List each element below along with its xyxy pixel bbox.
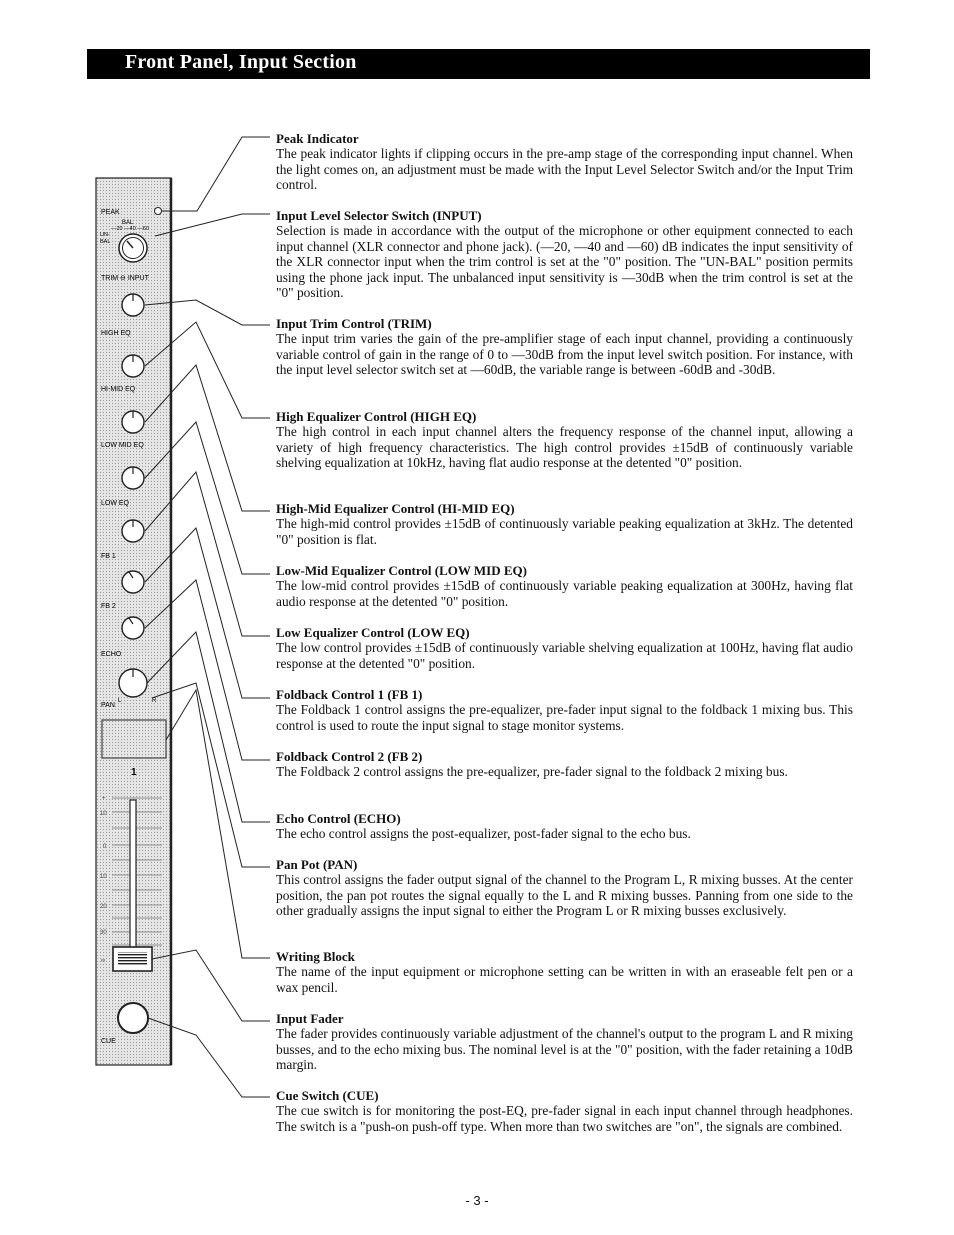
fader-scale-mark: 30 bbox=[100, 930, 107, 936]
entry-title: Echo Control (ECHO) bbox=[276, 811, 401, 826]
pan-l-label: L bbox=[118, 698, 122, 704]
echo-label: ECHO bbox=[101, 651, 122, 658]
fader-track bbox=[130, 800, 136, 965]
peak-label: PEAK bbox=[101, 209, 120, 216]
entry-body: This control assigns the fader output signal of the channel to the Program L, R mixing busses. At the center position, the pan pot routes the signal equally to the L and R mixing busses. Panning from one side to the other gradually assigns the input signal to either the Program L or R mixing busses exclusively. bbox=[276, 872, 853, 919]
entry-title: Peak Indicator bbox=[276, 131, 359, 146]
page-number: - 3 - bbox=[465, 1193, 489, 1208]
hi-mid-eq-label: HI-MID EQ bbox=[101, 386, 136, 393]
fader-scale-mark: 10 bbox=[100, 811, 107, 817]
fb1-knob-icon bbox=[122, 571, 144, 593]
entry-body: The high control in each input channel alters the frequency response of the channel input, allowing a variety of high frequency characteristics. The high control provides ±15dB of continuously variable shelving equalization at 10kHz, having flat audio response at the detented "0" position. bbox=[276, 424, 853, 471]
pan-r-label: R bbox=[152, 698, 157, 704]
section-title: Front Panel, Input Section bbox=[125, 51, 357, 73]
entry-body: The input trim varies the gain of the pre-amplifier stage of each input channel, providing a continuously variable control of gain in the range of 0 to —30dB from the input level switch position. For instance, with the input level selector switch set at —60dB, the variable range is between -60dB and -30dB. bbox=[276, 331, 853, 378]
entry-body: The Foldback 1 control assigns the pre-equalizer, pre-fader input signal to the foldback 1 mixing bus. This control is used to route the input signal to stage monitor systems. bbox=[276, 702, 853, 733]
high-eq-label: HIGH EQ bbox=[101, 330, 131, 337]
writing-block bbox=[102, 720, 166, 758]
entry-body: The low control provides ±15dB of continuously variable shelving equalization at 100Hz, having flat audio response at the detented "0" position. bbox=[276, 640, 853, 671]
entry-title: Low Equalizer Control (LOW EQ) bbox=[276, 625, 470, 640]
entry-fb1 bbox=[276, 687, 853, 733]
bal-label: BAL bbox=[122, 220, 134, 226]
entry-peak-indicator bbox=[276, 131, 853, 193]
entry-body: The echo control assigns the post-equalizer, post-fader signal to the echo bus. bbox=[276, 826, 691, 842]
entry-fb2 bbox=[276, 749, 853, 780]
entry-body: Selection is made in accordance with the output of the microphone or other equipment connected to each input channel (XLR connector and phone jack). (—20, —40 and —60) dB indicates the input sensitivity of the XLR connector input when the trim control is set at the "0" position. The "UN-BAL" position permits using the phone jack input. The unbalanced input sensitivity is —30dB when the trim control is set at the "0" position. bbox=[276, 223, 853, 301]
unbal-label-2: BAL bbox=[100, 239, 111, 245]
entry-body: The Foldback 2 control assigns the pre-equalizer, pre-fader signal to the foldback 2 mixing bus. bbox=[276, 764, 788, 780]
cue-label: CUE bbox=[101, 1038, 116, 1045]
entry-high-eq bbox=[276, 409, 853, 471]
trim-input-label: TRIM ⊖ INPUT bbox=[101, 275, 149, 282]
fb2-knob-icon bbox=[122, 617, 144, 639]
entry-body: The low-mid control provides ±15dB of continuously variable peaking equalization at 300Hz, having flat audio response at the detented "0" position. bbox=[276, 578, 853, 609]
entry-title: Foldback Control 2 (FB 2) bbox=[276, 749, 423, 764]
pan-label: PAN bbox=[101, 702, 115, 709]
entry-title: Low-Mid Equalizer Control (LOW MID EQ) bbox=[276, 563, 527, 578]
entry-title: High-Mid Equalizer Control (HI-MID EQ) bbox=[276, 501, 515, 516]
entry-body: The fader provides continuously variable adjustment of the channel's output to the program L and R mixing busses, and to the echo mixing bus. The nominal level is at the "0" position, with the fader retaining a 10dB margin. bbox=[276, 1026, 853, 1073]
entry-hi-mid-eq bbox=[276, 501, 853, 547]
entry-body: The name of the input equipment or microphone setting can be written in with an eraseable felt pen or a wax pencil. bbox=[276, 964, 853, 995]
channel-number-label: 1 bbox=[131, 767, 137, 778]
peak-led-icon bbox=[155, 208, 162, 215]
fb2-label: FB 2 bbox=[101, 603, 116, 610]
fader-scale-mark: 20 bbox=[100, 904, 107, 910]
entry-title: High Equalizer Control (HIGH EQ) bbox=[276, 409, 477, 424]
entry-title: Writing Block bbox=[276, 949, 355, 964]
entry-body: The high-mid control provides ±15dB of continuously variable peaking equalization at 3kHz. The detented "0" position is flat. bbox=[276, 516, 853, 547]
entry-low-eq bbox=[276, 625, 853, 671]
unbal-label-1: UN- bbox=[100, 232, 110, 238]
entry-title: Input Trim Control (TRIM) bbox=[276, 316, 432, 331]
entry-pan-pot bbox=[276, 857, 853, 919]
sensitivity-label: —20 —40 —60 bbox=[111, 226, 149, 232]
entry-title: Foldback Control 1 (FB 1) bbox=[276, 687, 423, 702]
entry-body: The peak indicator lights if clipping occurs in the pre-amp stage of the corresponding input channel. When the light comes on, an adjustment must be made with the Input Level Selector Switch and/or the Input Trim control. bbox=[276, 146, 853, 193]
entry-cue-switch bbox=[276, 1088, 853, 1134]
entry-input-level-selector bbox=[276, 208, 853, 300]
fader-scale-mark: 0 bbox=[103, 844, 107, 850]
entry-writing-block bbox=[276, 949, 853, 995]
cue-switch-icon bbox=[118, 1003, 148, 1033]
low-mid-eq-label: LOW MID EQ bbox=[101, 442, 144, 449]
entry-body: The cue switch is for monitoring the post-EQ, pre-fader signal in each input channel through headphones. The switch is a "push-on push-off type. When more than two switches are "on", the signals are combined. bbox=[276, 1103, 853, 1134]
entry-title: Input Level Selector Switch (INPUT) bbox=[276, 208, 482, 223]
low-eq-label: LOW EQ bbox=[101, 500, 130, 507]
fader-scale-mark: + bbox=[102, 796, 106, 802]
fader-scale-mark: 10 bbox=[100, 874, 107, 880]
entry-title: Pan Pot (PAN) bbox=[276, 857, 358, 872]
entry-input-trim bbox=[276, 316, 853, 378]
entry-title: Cue Switch (CUE) bbox=[276, 1088, 379, 1103]
fb1-label: FB 1 bbox=[101, 553, 116, 560]
entry-low-mid-eq bbox=[276, 563, 853, 609]
fader-scale-mark: ∞ bbox=[101, 958, 106, 964]
entry-title: Input Fader bbox=[276, 1011, 344, 1026]
entry-echo bbox=[276, 811, 853, 842]
entry-input-fader bbox=[276, 1011, 853, 1073]
